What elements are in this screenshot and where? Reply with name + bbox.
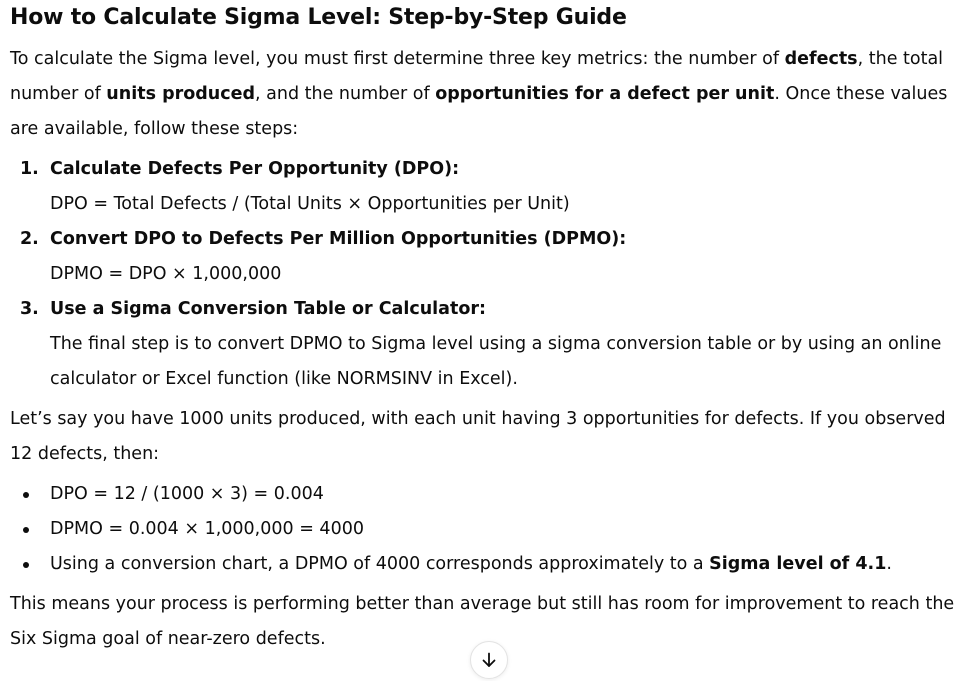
intro-bold-opportunities: opportunities for a defect per unit bbox=[435, 84, 775, 104]
calculation-item bbox=[10, 512, 972, 547]
calculation-text: Using a conversion chart, a DPMO of 4000 corresponds approximately to a bbox=[50, 554, 710, 574]
step-description: The final step is to convert DPMO to Sigma level using a sigma conversion table or by using an online calculator or Excel function (like NORMSINV in Excel). bbox=[50, 334, 942, 389]
sigma-result: Sigma level of 4.1 bbox=[709, 554, 887, 574]
step-item bbox=[10, 292, 972, 397]
calculation-text: DPMO = 0.004 × 1,000,000 = 4000 bbox=[50, 519, 364, 539]
calculation-end: . bbox=[886, 554, 892, 574]
step-formula: DPMO = DPO × 1,000,000 bbox=[50, 264, 282, 284]
calculation-item bbox=[10, 477, 972, 512]
step-title: Use a Sigma Conversion Table or Calculator: bbox=[50, 299, 487, 319]
intro-text-2: , the total number of bbox=[10, 49, 944, 104]
arrow-down-icon bbox=[480, 651, 498, 669]
bullet-icon bbox=[23, 492, 29, 498]
steps-list bbox=[10, 152, 972, 397]
intro-text-1: To calculate the Sigma level, you must first determine three key metrics: the number of bbox=[10, 49, 785, 69]
page-title: How to Calculate Sigma Level: Step-by-Step Guide bbox=[10, 5, 627, 30]
calculation-list bbox=[10, 477, 972, 582]
step-title: Convert DPO to Defects Per Million Opportunities (DPMO): bbox=[50, 229, 627, 249]
conclusion-paragraph: This means your process is performing better than average but still has room for improvement to reach the Six Sigma goal of near-zero defects. bbox=[10, 594, 955, 649]
step-item bbox=[10, 152, 972, 222]
calculation-text: DPO = 12 / (1000 × 3) = 0.004 bbox=[50, 484, 324, 504]
article bbox=[10, 0, 972, 657]
intro-paragraph bbox=[10, 42, 972, 147]
example-paragraph: Let’s say you have 1000 units produced, with each unit having 3 opportunities for defects. If you observed 12 defects, then: bbox=[10, 409, 946, 464]
bullet-icon bbox=[23, 527, 29, 533]
step-number: 2. bbox=[20, 229, 39, 249]
step-formula: DPO = Total Defects / (Total Units × Opportunities per Unit) bbox=[50, 194, 570, 214]
intro-text-3: , and the number of bbox=[255, 84, 436, 104]
bullet-icon bbox=[23, 562, 29, 568]
step-number: 3. bbox=[20, 299, 39, 319]
step-item bbox=[10, 222, 972, 292]
intro-bold-defects: defects bbox=[784, 49, 858, 69]
intro-text-4: . Once these values are available, follow these steps: bbox=[10, 84, 948, 139]
step-number: 1. bbox=[20, 159, 39, 179]
step-title: Calculate Defects Per Opportunity (DPO): bbox=[50, 159, 460, 179]
scroll-down-button[interactable] bbox=[470, 641, 508, 679]
calculation-item bbox=[10, 547, 972, 582]
intro-bold-units: units produced bbox=[106, 84, 256, 104]
